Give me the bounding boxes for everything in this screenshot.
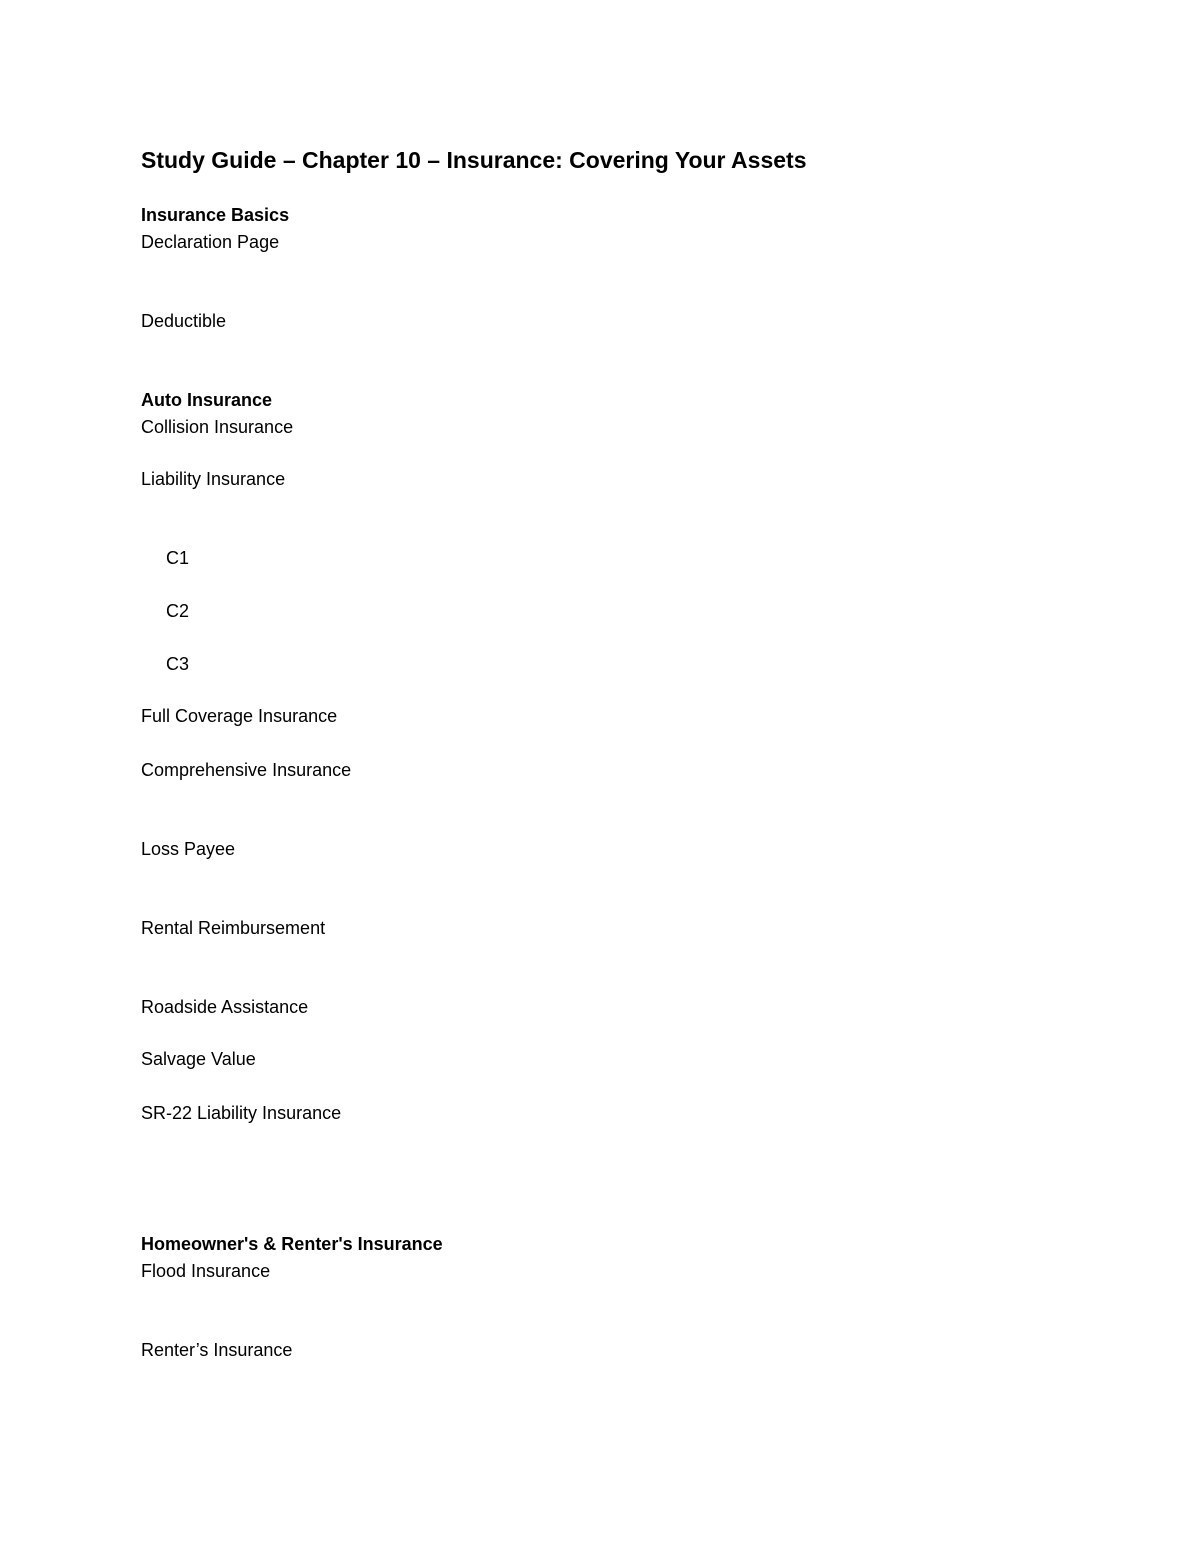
term-deductible: Deductible — [141, 311, 227, 331]
sub-item-c1: C1 — [166, 548, 190, 568]
sub-item-c2: C2 — [166, 601, 190, 621]
term-declaration-page: Declaration Page — [141, 232, 280, 252]
term-loss-payee: Loss Payee — [141, 839, 236, 859]
term-liability-insurance: Liability Insurance — [141, 469, 286, 489]
section-heading-insurance-basics: Insurance Basics — [141, 205, 290, 225]
term-rental-reimbursement: Rental Reimbursement — [141, 918, 326, 938]
term-sr22-liability-insurance: SR-22 Liability Insurance — [141, 1103, 342, 1123]
term-salvage-value: Salvage Value — [141, 1049, 256, 1069]
term-collision-insurance: Collision Insurance — [141, 417, 294, 437]
sub-item-c3: C3 — [166, 654, 190, 674]
term-comprehensive-insurance: Comprehensive Insurance — [141, 760, 352, 780]
term-flood-insurance: Flood Insurance — [141, 1261, 271, 1281]
term-full-coverage-insurance: Full Coverage Insurance — [141, 706, 338, 726]
section-heading-auto-insurance: Auto Insurance — [141, 390, 273, 410]
page-title: Study Guide – Chapter 10 – Insurance: Covering Your Assets — [141, 147, 807, 173]
term-roadside-assistance: Roadside Assistance — [141, 997, 309, 1017]
section-heading-homeowners-renters-insurance: Homeowner's & Renter's Insurance — [141, 1234, 443, 1254]
term-renters-insurance: Renter’s Insurance — [141, 1340, 293, 1360]
